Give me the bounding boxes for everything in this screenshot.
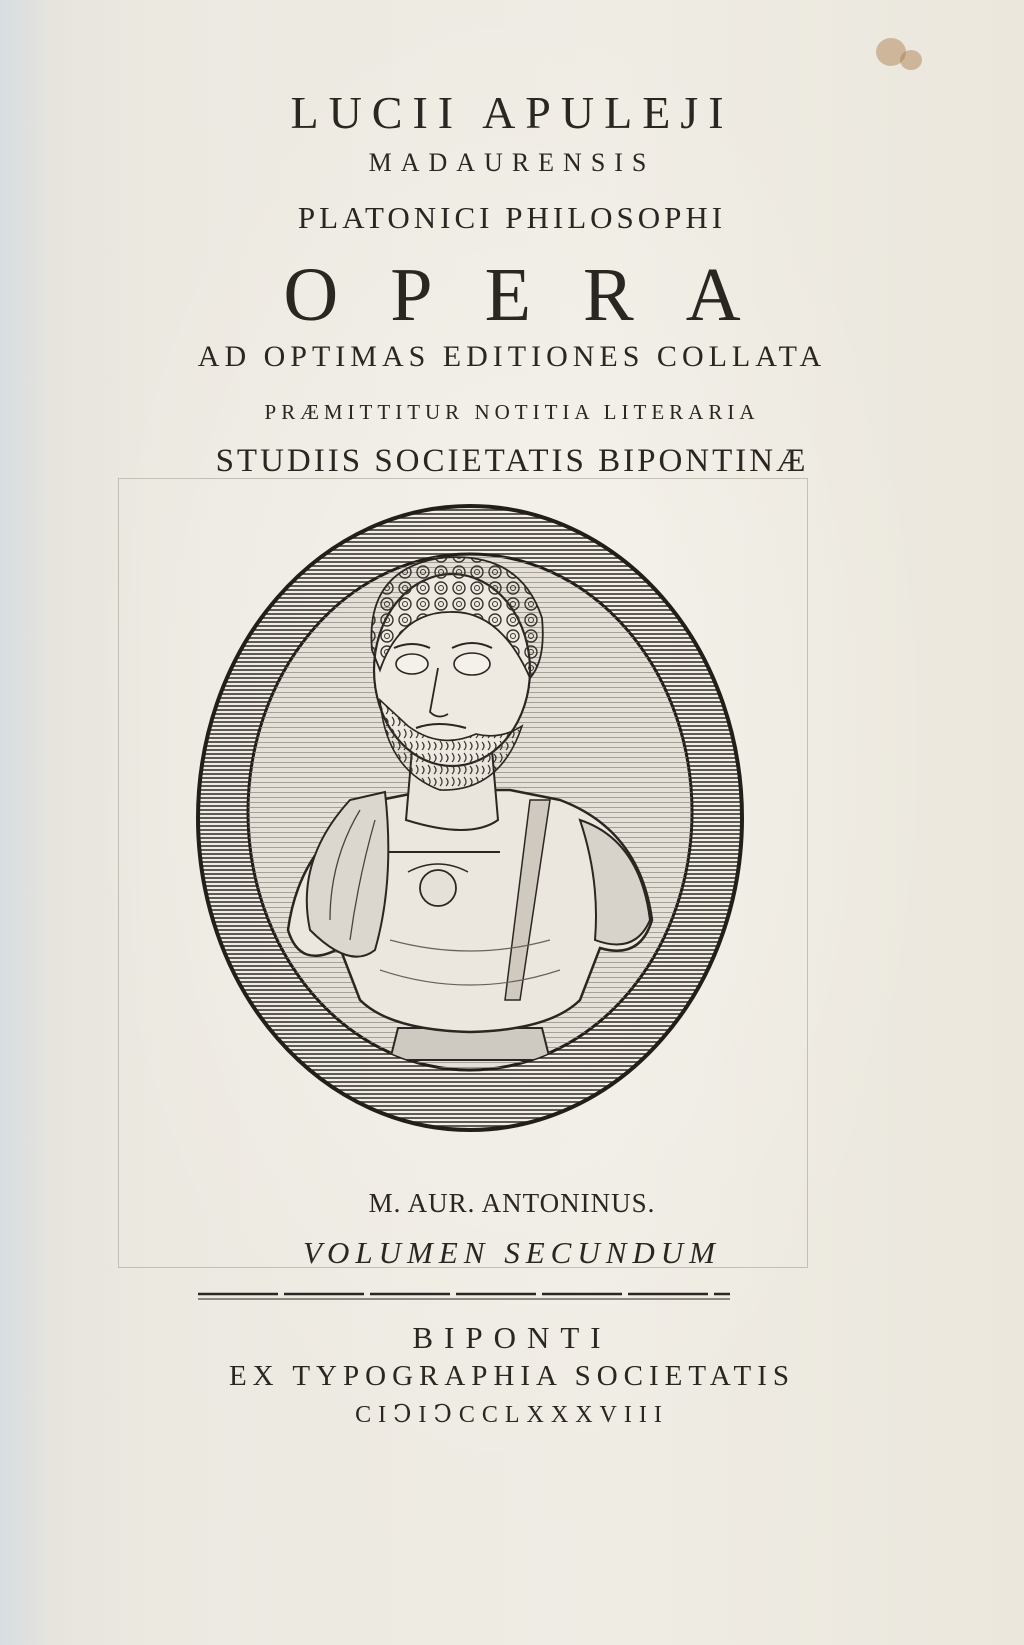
preface-note: PRÆMITTITUR NOTITIA LITERARIA: [264, 400, 760, 424]
portrait-engraving: [180, 500, 760, 1180]
author-descriptor: PLATONICI PHILOSOPHI: [297, 200, 727, 235]
portrait-caption: M. AUR. ANTONINUS.: [368, 1188, 656, 1218]
imprint-year: CIↃIↃCCLXXXVIII: [355, 1402, 669, 1428]
volume-label: VOLUMEN SECUNDUM: [303, 1235, 721, 1270]
society-line: STUDIIS SOCIETATIS BIPONTINÆ: [215, 443, 809, 479]
foxing-stain: [900, 50, 922, 70]
work-title: OPERA: [283, 253, 793, 337]
imprint-printer: EX TYPOGRAPHIA SOCIETATIS: [228, 1360, 796, 1392]
divider-rule: [0, 1290, 1024, 1302]
imprint-place: BIPONTI: [412, 1320, 612, 1355]
edition-subtitle: AD OPTIMAS EDITIONES COLLATA: [197, 340, 827, 373]
author-name: LUCII APULEJI: [290, 87, 734, 138]
author-origin: MADAURENSIS: [368, 148, 656, 177]
